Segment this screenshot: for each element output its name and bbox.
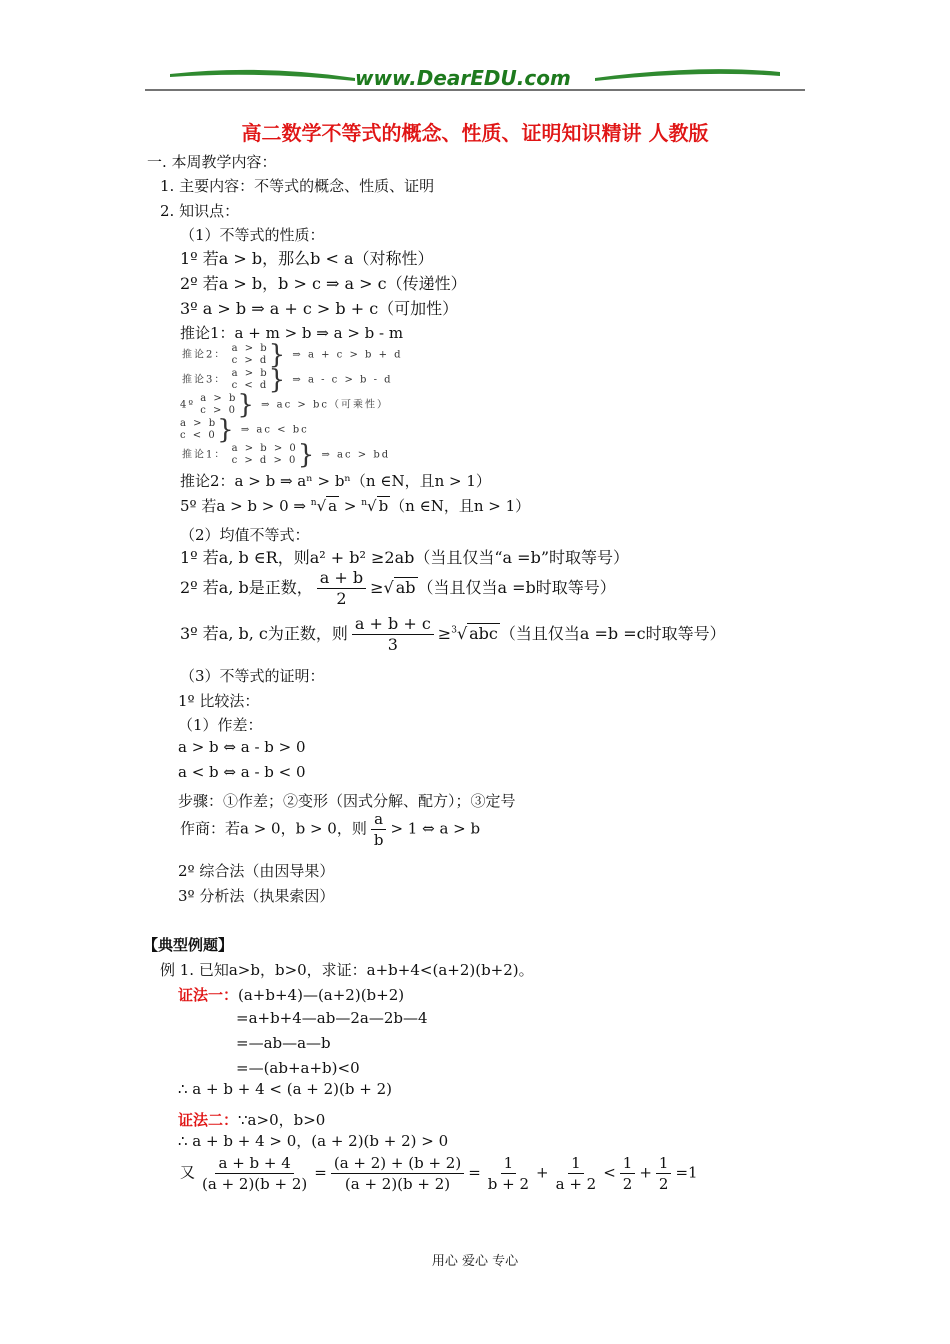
fraction — [620, 1153, 636, 1194]
proof-1-line-3: =—ab—a—b — [236, 1034, 331, 1052]
corollary-4-conditions — [232, 443, 298, 467]
knowledge-points-heading: 2. 知识点： — [160, 202, 240, 220]
less-than-sign: < — [603, 1163, 616, 1182]
sqrt-icon: √ — [316, 497, 327, 515]
radicand: abc — [469, 624, 498, 643]
fraction — [656, 1153, 672, 1194]
mean-3-suffix: （当且仅当a =b =c时取等号） — [499, 624, 726, 643]
properties-heading: （1）不等式的性质： — [180, 226, 325, 244]
property-4b-conditions — [180, 418, 217, 442]
difference-method: （1）作差： — [178, 716, 263, 734]
mean-inequality-1: 1º 若a, b ∈R，则a² + b² ≥2ab（当且仅当“a =b”时取等号） — [180, 548, 629, 567]
mean-2-suffix: （当且仅当a =b时取等号） — [417, 578, 616, 597]
proof-2-line-1: ∵a>0，b>0 — [238, 1111, 326, 1129]
sqrt-icon: √ — [383, 578, 394, 597]
condition-bottom: c < d — [231, 380, 269, 391]
condition-top: a > b — [180, 418, 218, 429]
property-3: 3º a > b ⇒ a + c > b + c（可加性） — [180, 299, 459, 318]
right-brace-icon: } — [217, 415, 236, 445]
fraction — [485, 1153, 532, 1194]
equals-sign: = — [468, 1163, 481, 1182]
radicand: ab — [395, 578, 416, 597]
mean-inequality-2 — [180, 568, 616, 609]
numerator: a — [371, 809, 386, 830]
site-logo[interactable]: www.DearEDU.com — [355, 66, 571, 90]
difference-rule-1: a > b ⇔ a - b > 0 — [178, 738, 306, 756]
property-4b — [180, 417, 309, 443]
property-4-label: 4º — [180, 399, 196, 411]
property-5-gt: > — [339, 497, 362, 515]
property-4-conditions — [200, 393, 237, 417]
denominator: (a + 2)(b + 2) — [202, 1175, 308, 1193]
fraction — [352, 614, 434, 655]
examples-heading: 【典型例题】 — [143, 936, 234, 954]
proof-1-line-4: =—(ab+a+b)<0 — [236, 1059, 360, 1077]
sqrt-icon: √ — [456, 624, 468, 643]
ge-sign: ≥ — [437, 624, 452, 643]
condition-bottom: c > d > 0 — [231, 455, 298, 466]
proof-heading: （3）不等式的证明： — [180, 667, 325, 685]
proof-method-1 — [178, 984, 404, 1005]
denominator: a + 2 — [555, 1175, 597, 1193]
property-5: 5º 若a > b > 0 ⇒ $^n$√ a > $^n$√ b （n ∈N，且n > 1） — [180, 497, 531, 515]
numerator: (a + 2) + (b + 2) — [331, 1153, 464, 1174]
property-2: 2º 若a > b，b > c ⇒ a > c（传递性） — [180, 274, 467, 293]
fraction — [371, 809, 387, 850]
condition-bottom: c < 0 — [180, 430, 217, 441]
radicand-b: b — [378, 497, 389, 515]
condition-top: a > b — [200, 393, 238, 404]
denominator: 3 — [387, 635, 398, 654]
corollary-2-conditions — [232, 343, 269, 367]
right-brace-icon: } — [237, 390, 256, 420]
property-1: 1º 若a > b，那么b < a（对称性） — [180, 249, 434, 268]
corollary-4 — [182, 442, 390, 468]
proof-1-conclusion: ∴ a + b + 4 < (a + 2)(b + 2) — [178, 1080, 392, 1098]
sqrt-icon: √ — [367, 497, 377, 515]
main-content: 1. 主要内容：不等式的概念、性质、证明 — [160, 177, 435, 195]
numerator: 1 — [620, 1153, 636, 1174]
fraction — [553, 1153, 600, 1194]
numerator: 1 — [501, 1153, 517, 1174]
mean-2-prefix: 2º 若a, b是正数， — [180, 578, 313, 597]
condition-bottom: c > d — [231, 355, 269, 366]
denominator: 2 — [336, 589, 347, 608]
page-title: 高二数学不等式的概念、性质、证明知识精讲 人教版 — [241, 121, 709, 145]
denominator: b — [373, 831, 384, 849]
proof-1-line-2: =a+b+4—ab—2a—2b—4 — [236, 1009, 428, 1027]
comparison-method: 1º 比较法： — [178, 692, 260, 710]
corollary-3-conditions — [232, 368, 269, 392]
page-footer: 用心 爱心 专心 — [431, 1254, 519, 1269]
numerator: a + b + 4 — [215, 1153, 293, 1174]
fraction — [331, 1153, 464, 1194]
section-heading: 一. 本周教学内容： — [147, 153, 277, 171]
proof-1-line-1: (a+b+4)—(a+2)(b+2) — [238, 986, 405, 1004]
right-brace-icon: } — [268, 365, 288, 395]
equals-one: =1 — [675, 1163, 698, 1182]
difference-rule-2: a < b ⇔ a - b < 0 — [178, 763, 306, 781]
quotient-method — [180, 809, 480, 850]
corollary-2-label: 推论2： — [182, 349, 227, 361]
right-brace-icon: } — [297, 440, 317, 470]
right-brace-icon: } — [268, 340, 288, 370]
proof-2-label: 证法二： — [178, 1111, 239, 1129]
fraction — [199, 1153, 310, 1194]
denominator: 2 — [658, 1175, 669, 1193]
denominator: (a + 2)(b + 2) — [344, 1175, 451, 1193]
plus-sign: + — [536, 1163, 549, 1182]
ge-sign: ≥ — [370, 578, 384, 597]
property-5-prefix: 5º 若a > b > 0 ⇒ — [180, 497, 311, 515]
condition-top: a > b — [231, 368, 269, 379]
proof-2-line-2: ∴ a + b + 4 > 0，(a + 2)(b + 2) > 0 — [178, 1132, 449, 1150]
corollary-3-label: 推论3： — [182, 374, 227, 386]
property-4 — [180, 392, 389, 418]
corollary-4-label: 推论1： — [182, 449, 227, 461]
corollary-1: 推论1：a + m > b ⇒ a > b - m — [180, 324, 404, 342]
synthesis-method: 2º 综合法（由因导果） — [178, 862, 335, 880]
property-4-result: ⇒ ac > bc（可乘性） — [261, 399, 389, 411]
corollary-5: 推论2：a > b ⇒ aⁿ > bⁿ（n ∈N，且n > 1） — [180, 472, 491, 490]
property-5-suffix: （n ∈N，且n > 1） — [390, 497, 531, 515]
plus-sign: + — [639, 1163, 652, 1182]
steps: 步骤：①作差；②变形（因式分解、配方）；③定号 — [178, 792, 516, 810]
property-4b-result: ⇒ ac < bc — [240, 424, 309, 436]
proof-2-you: 又 — [180, 1163, 196, 1182]
corollary-2-result: ⇒ a + c > b + d — [292, 349, 403, 361]
corollary-2 — [182, 342, 403, 368]
numerator: a + b — [317, 568, 366, 589]
proof-method-2 — [178, 1109, 325, 1130]
proof-1-label: 证法一： — [178, 986, 239, 1004]
example-1: 例 1. 已知a>b，b>0，求证：a+b+4<(a+2)(b+2)。 — [160, 961, 534, 979]
equals-sign: = — [314, 1163, 327, 1182]
analysis-method: 3º 分析法（执果索因） — [178, 887, 335, 905]
numerator: a + b + c — [352, 614, 434, 635]
quotient-prefix: 作商：若a > 0，b > 0，则 — [180, 819, 367, 838]
numerator: 1 — [656, 1153, 672, 1174]
corollary-3 — [182, 367, 393, 393]
denominator: b + 2 — [487, 1175, 530, 1193]
denominator: 2 — [622, 1175, 633, 1193]
fraction — [317, 568, 366, 609]
mean-inequality-heading: （2）均值不等式： — [180, 526, 310, 544]
corollary-4-result: ⇒ ac > bd — [321, 449, 391, 461]
mean-3-prefix: 3º 若a, b, c为正数，则 — [180, 624, 348, 643]
condition-top: a > b — [231, 343, 269, 354]
condition-bottom: c > 0 — [200, 405, 237, 416]
mean-inequality-3: 3º 若a, b, c为正数，则 $\frac{a + b + c}{3}$ ≥$^3$√ abc （当且仅当a =b =c时取等号） — [180, 614, 726, 654]
proof-2-equation — [180, 1153, 698, 1194]
condition-top: a > b > 0 — [231, 443, 298, 454]
numerator: 1 — [568, 1153, 584, 1174]
corollary-3-result: ⇒ a - c > b - d — [292, 374, 393, 386]
quotient-suffix: > 1 ⇔ a > b — [390, 819, 481, 838]
radicand-a: a — [328, 497, 338, 515]
